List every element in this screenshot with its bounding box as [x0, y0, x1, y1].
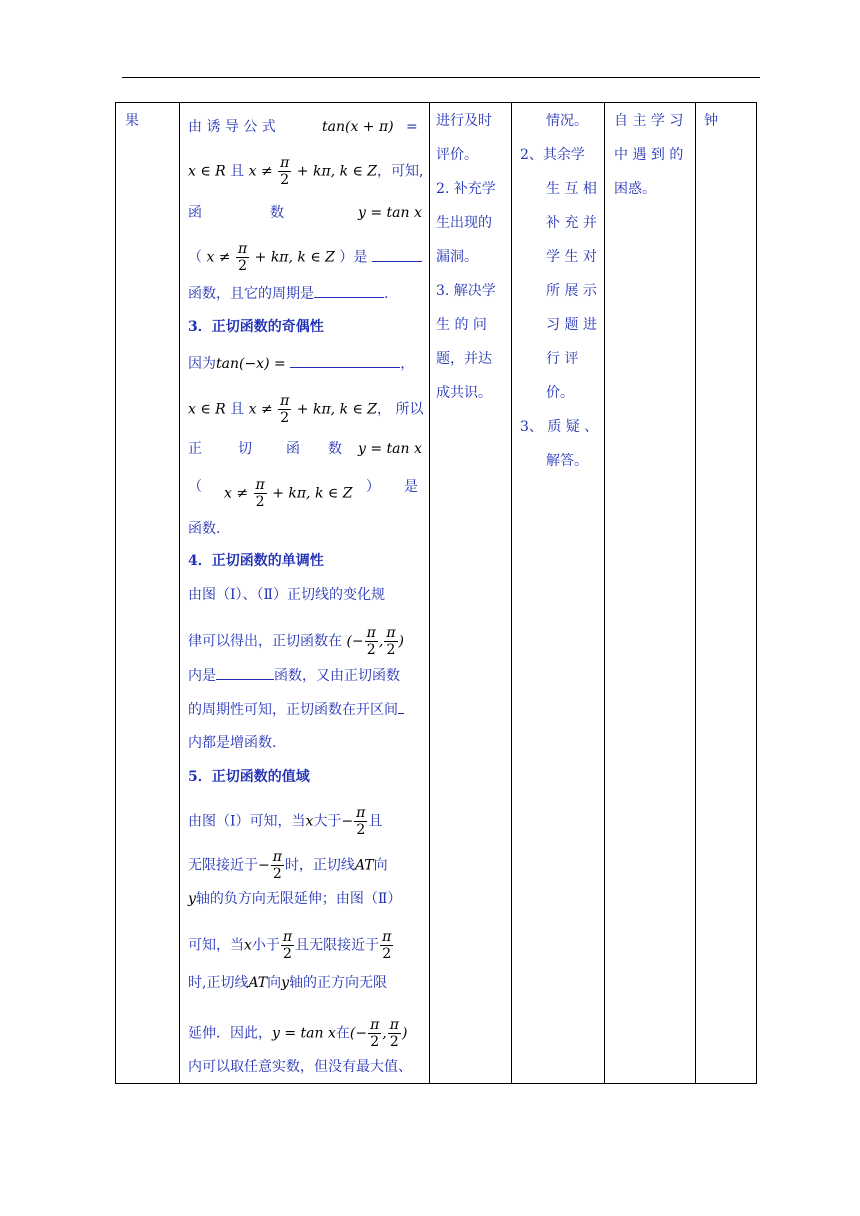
fraction: $\frac{\pi}{2}$ [272, 849, 282, 882]
fraction: $\frac{\pi}{2}$ [366, 625, 376, 658]
lesson-table [115, 102, 757, 1084]
section-heading: 3．正切函数的奇偶性 [188, 319, 324, 335]
text-line: 3. 解决学 [436, 283, 496, 299]
text-line: 自 主 学 习 [614, 113, 684, 129]
text-line: 生出现的 [436, 215, 492, 231]
text-line: 钟 [704, 113, 718, 129]
answer-blank[interactable] [216, 665, 274, 680]
cell-stage [116, 103, 179, 1083]
fraction: $\frac{\pi}{2}$ [382, 929, 392, 962]
text-line: 习 题 进 [546, 317, 597, 333]
text-line: 数 [270, 205, 284, 221]
text-line: 由 诱 导 公 式 [188, 119, 276, 135]
text-line: 2、其余学 [520, 147, 585, 163]
answer-blank[interactable] [290, 353, 400, 368]
math-expression: tan(x + π) [322, 119, 394, 135]
text-line: 进行及时 [436, 113, 492, 129]
text-line: x ≠ $\frac{\pi}{2}$ + kπ, k ∈ Z [224, 477, 353, 510]
text-line: 函数. [188, 521, 221, 537]
text-line: 函数，且它的周期是 . [188, 283, 388, 304]
answer-blank[interactable] [314, 283, 384, 298]
text-line: 的周期性可知，正切函数在开区间 [188, 699, 404, 720]
text-line: = [406, 119, 418, 135]
text-line: 解答。 [546, 453, 588, 469]
text-line: y轴的负方向无限延伸；由图（Ⅱ） [188, 891, 402, 907]
text-line: 由图（Ⅰ）可知，当x大于− $\frac{\pi}{2}$ 且 [188, 805, 383, 838]
text-line: 函 [286, 441, 300, 457]
text-line: 生 互 相 [546, 181, 597, 197]
text-line: 可知，当x小于 $\frac{\pi}{2}$ 且无限接近于 $\frac{\pi}{2}$ [188, 929, 392, 962]
stage-text: 果 [125, 113, 139, 129]
text-line: x ∈ R 且 x ≠ $\frac{\pi}{2}$ + kπ, k ∈ Z，可知, [188, 155, 424, 188]
text-line: 生 的 问 [436, 317, 487, 333]
answer-blank[interactable] [372, 247, 422, 262]
text-line: 延伸．因此，y = tan x在(− $\frac{\pi}{2}$ , $\frac{\pi}{2}$ ) [188, 1017, 408, 1050]
text-line: 所 展 示 [546, 283, 597, 299]
text-line: 是 [404, 479, 418, 495]
section-heading: 4．正切函数的单调性 [188, 553, 324, 569]
text-line: x ∈ R 且 x ≠ $\frac{\pi}{2}$ + kπ, k ∈ Z， 所以 [188, 393, 424, 426]
text-line: 因为tan(−x) = ， [188, 353, 414, 374]
math-expression: y = tan x [358, 205, 422, 221]
text-line: ） [366, 479, 380, 495]
text-line: 函 [188, 205, 202, 221]
fraction: $\frac{\pi}{2}$ [356, 805, 366, 838]
text-line: 数 [328, 441, 342, 457]
cell-content [180, 103, 429, 1083]
fraction: $\frac{\pi}{2}$ [280, 393, 290, 426]
text-line: 律可以得出，正切函数在 (− $\frac{\pi}{2}$ , $\frac{\pi}{2}$ ) [188, 625, 404, 658]
text-line: 正 [188, 441, 202, 457]
text-line: 补 充 并 [546, 215, 597, 231]
text-line: 内都是增函数. [188, 735, 277, 751]
text-line: （ x ≠ $\frac{\pi}{2}$ + kπ, k ∈ Z ）是 [188, 241, 422, 274]
text-line: 中 遇 到 的 [614, 147, 684, 163]
text-line: 情况。 [546, 113, 588, 129]
text-line: 由图（Ⅰ）、（Ⅱ）正切线的变化规 [188, 587, 386, 603]
fraction: $\frac{\pi}{2}$ [370, 1017, 380, 1050]
fraction: $\frac{\pi}{2}$ [386, 625, 396, 658]
fraction: $\frac{\pi}{2}$ [255, 477, 265, 510]
text-line: 3、 质 疑 、 [520, 419, 599, 435]
cell-student-activity [512, 103, 604, 1083]
cell-time [696, 103, 757, 1083]
cell-teacher-activity [430, 103, 511, 1083]
text-line: 成共识。 [436, 385, 492, 401]
text-line: 内可以取任意实数，但没有最大值、 [188, 1059, 412, 1075]
text-line: 学 生 对 [546, 249, 597, 265]
fraction: $\frac{\pi}{2}$ [280, 155, 290, 188]
text-line: 时,正切线AT向y轴的正方向无限 [188, 975, 388, 991]
answer-blank[interactable] [398, 699, 404, 714]
fraction: $\frac{\pi}{2}$ [389, 1017, 399, 1050]
cell-purpose [605, 103, 695, 1083]
math-expression: y = tan x [358, 441, 422, 457]
fraction: $\frac{\pi}{2}$ [237, 241, 248, 274]
text-line: 价。 [546, 385, 574, 401]
fraction: $\frac{\pi}{2}$ [282, 929, 293, 962]
text-line: （ [188, 479, 202, 495]
text-line: 切 [238, 441, 252, 457]
text-line: 2. 补充学 [436, 181, 496, 197]
text-line: 题，并达 [436, 351, 492, 367]
section-heading: 5．正切函数的值域 [188, 769, 310, 785]
text-line: 漏洞。 [436, 249, 478, 265]
text-line: 无限接近于− $\frac{\pi}{2}$ 时，正切线AT向 [188, 849, 388, 882]
header-rule [122, 77, 760, 78]
text-line: 困惑。 [614, 181, 656, 197]
text-line: 评价。 [436, 147, 478, 163]
text-line: 内是 函数，又由正切函数 [188, 665, 400, 686]
text-line: 行 评 [546, 351, 579, 367]
